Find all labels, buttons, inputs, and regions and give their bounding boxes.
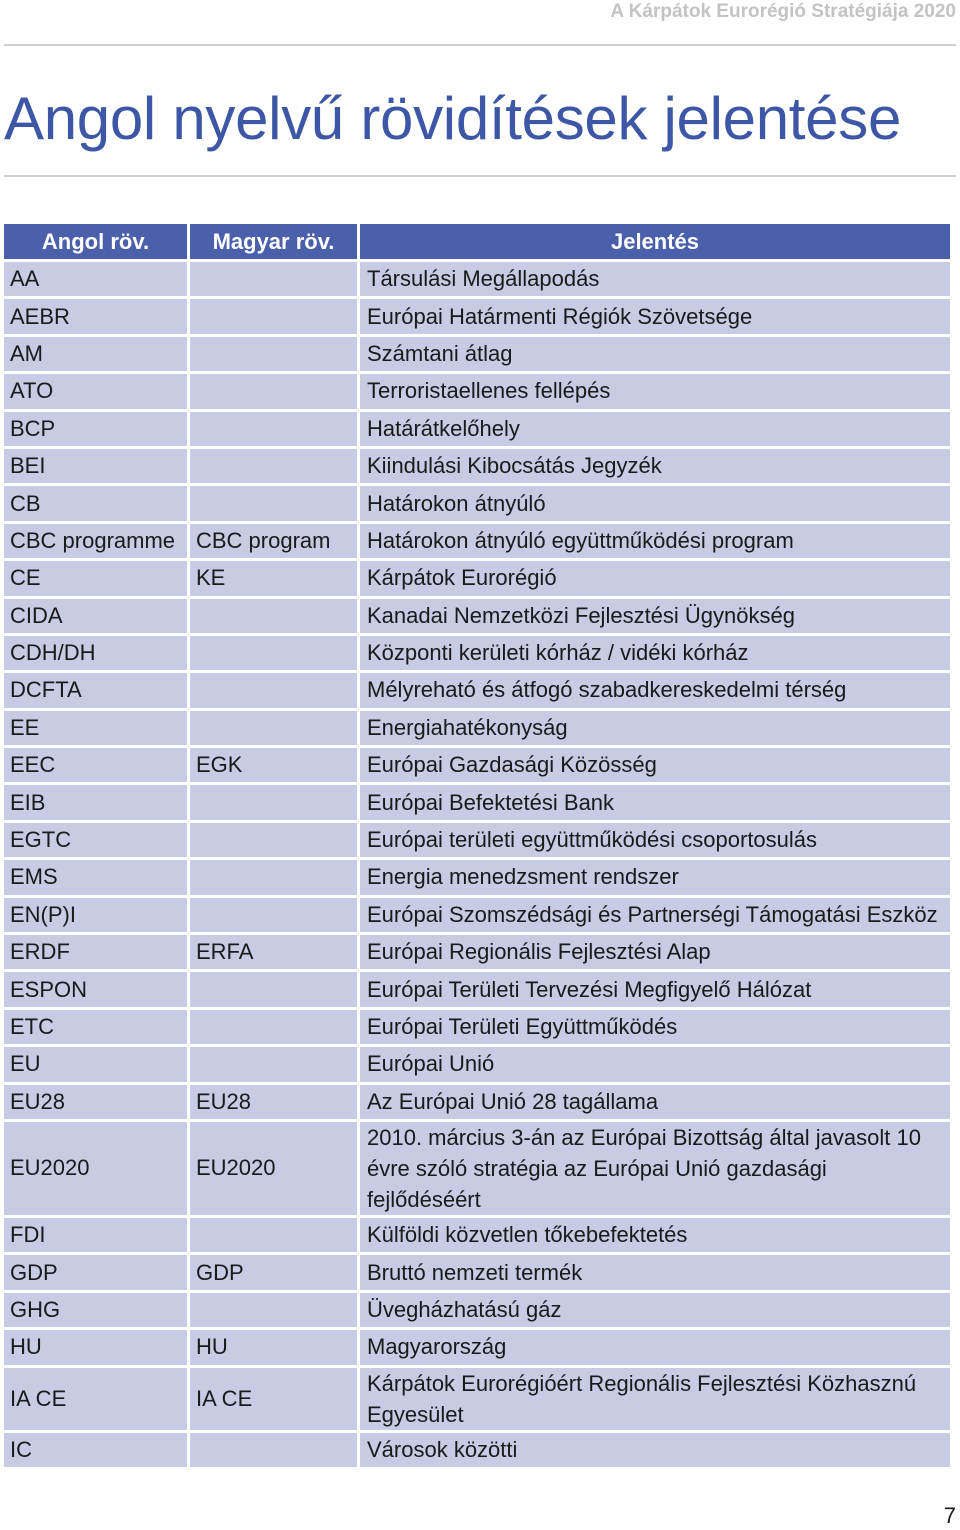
abbr-english-cell: BEI [4,449,187,483]
table-row [4,898,950,932]
abbr-hungarian-cell [190,1433,357,1467]
table-row [4,449,950,483]
abbr-hungarian-cell: ERFA [190,935,357,969]
abbr-english-cell: AEBR [4,299,187,333]
table-row [4,337,950,371]
abbr-meaning-cell: Bruttó nemzeti termék [360,1255,950,1289]
abbr-english-cell: EN(P)I [4,898,187,932]
abbr-english-cell: AA [4,262,187,296]
abbr-english-cell: EE [4,711,187,745]
abbr-english-cell: EIB [4,785,187,819]
abbr-english-cell: GDP [4,1255,187,1289]
abbr-hungarian-cell: GDP [190,1255,357,1289]
abbr-english-cell: EU28 [4,1085,187,1119]
abbr-hungarian-cell [190,972,357,1006]
abbr-meaning-cell: Európai Területi Együttműködés [360,1010,950,1044]
abbr-hungarian-cell [190,636,357,670]
abbr-meaning-cell: Kárpátok Eurorégió [360,561,950,595]
table-row [4,524,950,558]
abbr-hungarian-cell: EU28 [190,1085,357,1119]
abbr-english-cell: GHG [4,1293,187,1327]
table-row [4,599,950,633]
abbr-hungarian-cell [190,823,357,857]
running-header: A Kárpátok Eurorégió Stratégiája 2020 [610,1,956,22]
table-row [4,785,950,819]
table-row [4,711,950,745]
table-header-row [4,224,950,259]
abbr-meaning-cell: Központi kerületi kórház / vidéki kórház [360,636,950,670]
table-row [4,1085,950,1119]
abbr-english-cell: CBC programme [4,524,187,558]
abbr-meaning-cell: Energia menedzsment rendszer [360,860,950,894]
abbr-english-cell: EU [4,1047,187,1081]
abbr-english-cell: EMS [4,860,187,894]
abbr-meaning-cell: Európai területi együttműködési csoportosulás [360,823,950,857]
abbr-hungarian-cell [190,860,357,894]
abbr-hungarian-cell [190,785,357,819]
abbr-hungarian-cell: HU [190,1330,357,1364]
abbr-meaning-cell: Európai Határmenti Régiók Szövetsége [360,299,950,333]
abbr-meaning-cell: Európai Szomszédsági és Partnerségi Támogatási Eszköz [360,898,950,932]
table-row [4,748,950,782]
column-header-english: Angol röv. [4,224,187,259]
abbr-meaning-cell: Az Európai Unió 28 tagállama [360,1085,950,1119]
abbr-hungarian-cell [190,1218,357,1252]
abbr-english-cell: IA CE [4,1368,187,1430]
table-row [4,1122,950,1215]
abbr-english-cell: CE [4,561,187,595]
abbr-meaning-cell: Európai Unió [360,1047,950,1081]
page-title: Angol nyelvű rövidítések jelentése [4,85,902,152]
abbr-hungarian-cell: CBC program [190,524,357,558]
abbr-meaning-cell: Magyarország [360,1330,950,1364]
abbr-hungarian-cell [190,1293,357,1327]
table-row [4,1368,950,1430]
abbr-hungarian-cell [190,898,357,932]
column-header-meaning: Jelentés [360,224,950,259]
abbr-english-cell: HU [4,1330,187,1364]
abbr-hungarian-cell: KE [190,561,357,595]
abbr-english-cell: ESPON [4,972,187,1006]
abbr-hungarian-cell [190,412,357,446]
abbr-english-cell: ERDF [4,935,187,969]
abbr-hungarian-cell [190,449,357,483]
abbr-meaning-cell: Európai Regionális Fejlesztési Alap [360,935,950,969]
table-row [4,561,950,595]
table-row [4,1218,950,1252]
abbr-english-cell: CB [4,486,187,520]
abbr-meaning-cell: Határátkelőhely [360,412,950,446]
abbr-meaning-cell: Európai Területi Tervezési Megfigyelő Hálózat [360,972,950,1006]
table-row [4,1330,950,1364]
table-body [4,262,950,1467]
abbr-english-cell: DCFTA [4,673,187,707]
abbr-meaning-cell: Terroristaellenes fellépés [360,374,950,408]
abbr-meaning-cell: Határokon átnyúló [360,486,950,520]
abbr-meaning-cell: Kiindulási Kibocsátás Jegyzék [360,449,950,483]
abbr-hungarian-cell [190,374,357,408]
abbr-hungarian-cell [190,486,357,520]
table-row [4,972,950,1006]
abbr-meaning-cell: Európai Befektetési Bank [360,785,950,819]
abbr-hungarian-cell [190,1010,357,1044]
table-row [4,860,950,894]
abbr-english-cell: CDH/DH [4,636,187,670]
abbr-meaning-cell: Társulási Megállapodás [360,262,950,296]
abbr-english-cell: AM [4,337,187,371]
abbr-meaning-cell: Üvegházhatású gáz [360,1293,950,1327]
abbr-english-cell: BCP [4,412,187,446]
table-row [4,935,950,969]
abbr-meaning-cell: Kárpátok Eurorégióért Regionális Fejlesztési Közhasznú Egyesület [360,1368,950,1430]
table-row [4,1047,950,1081]
abbr-hungarian-cell: EGK [190,748,357,782]
abbr-hungarian-cell [190,1047,357,1081]
abbr-meaning-cell: Energiahatékonyság [360,711,950,745]
abbr-english-cell: EGTC [4,823,187,857]
abbr-meaning-cell: Városok közötti [360,1433,950,1467]
table-row [4,1433,950,1467]
abbr-hungarian-cell [190,262,357,296]
abbreviation-table [1,221,953,1470]
abbr-meaning-cell: Kanadai Nemzetközi Fejlesztési Ügynökség [360,599,950,633]
abbr-english-cell: IC [4,1433,187,1467]
header-divider [4,44,956,46]
table-row [4,1255,950,1289]
abbr-hungarian-cell [190,337,357,371]
table-row [4,823,950,857]
table-row [4,374,950,408]
abbr-hungarian-cell: EU2020 [190,1122,357,1215]
abbr-meaning-cell: Mélyreható és átfogó szabadkereskedelmi térség [360,673,950,707]
abbr-hungarian-cell [190,299,357,333]
table-row [4,1010,950,1044]
abbr-meaning-cell: Külföldi közvetlen tőkebefektetés [360,1218,950,1252]
abbr-english-cell: ETC [4,1010,187,1044]
abbr-english-cell: EEC [4,748,187,782]
table-row [4,673,950,707]
table-row [4,486,950,520]
table-row [4,636,950,670]
table-row [4,412,950,446]
column-header-hungarian: Magyar röv. [190,224,357,259]
abbr-meaning-cell: Határokon átnyúló együttműködési program [360,524,950,558]
abbr-meaning-cell: Számtani átlag [360,337,950,371]
abbr-hungarian-cell [190,599,357,633]
page-number: 7 [943,1503,956,1528]
abbr-hungarian-cell [190,673,357,707]
table-row [4,262,950,296]
abbr-english-cell: CIDA [4,599,187,633]
abbr-hungarian-cell [190,711,357,745]
table-row [4,299,950,333]
abbr-meaning-cell: 2010. március 3-án az Európai Bizottság által javasolt 10 évre szóló stratégia az Európai Unió gazdasági fejlődéséért [360,1122,950,1215]
abbr-english-cell: ATO [4,374,187,408]
abbr-english-cell: EU2020 [4,1122,187,1215]
abbr-hungarian-cell: IA CE [190,1368,357,1430]
abbr-english-cell: FDI [4,1218,187,1252]
title-divider [4,175,956,177]
abbr-meaning-cell: Európai Gazdasági Közösség [360,748,950,782]
table-row [4,1293,950,1327]
